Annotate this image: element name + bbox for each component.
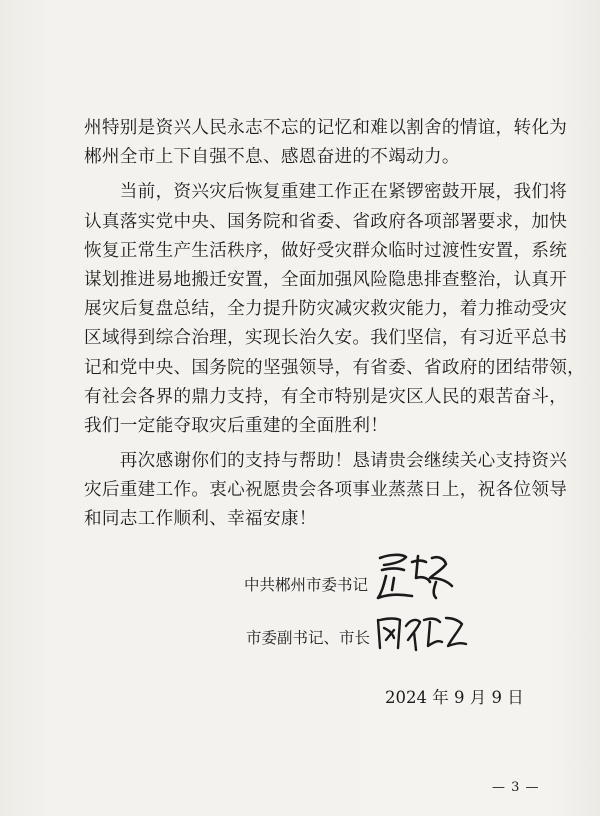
page-number: — 3 — — [492, 780, 540, 795]
body-line: 郴州全市上下自强不息、感恩奋进的不竭动力。 — [84, 147, 460, 168]
body-line: 再次感谢你们的支持与帮助！恳请贵会继续关心支持资兴 — [84, 451, 568, 472]
body-line: 记和党中央、国务院的坚强领导，有省委、省政府的团结带领， — [84, 357, 586, 378]
body-line: 恢复正常生产生活秩序，做好受灾群众临时过渡性安置，系统 — [84, 240, 568, 261]
body-line: 展灾后复盘总结，全力提升防灾减灾救灾能力，着力推动受灾 — [84, 299, 568, 320]
mayor-signature — [374, 608, 470, 656]
body-line: 州特别是资兴人民永志不忘的记忆和难以割舍的情谊，转化为 — [84, 118, 568, 138]
party-secretary-title: 中共郴州市委书记 — [244, 576, 369, 594]
letter-date: 2024 年 9 月 9 日 — [385, 688, 524, 707]
body-line: 当前，资兴灾后恢复重建工作正在紧锣密鼓开展，我们将 — [84, 182, 568, 203]
body-line: 灾后重建工作。衷心祝愿贵会各项事业蒸蒸日上，祝各位领导 — [84, 480, 568, 501]
body-line: 谋划推进易地搬迁安置，全面加强风险隐患排查整治，认真开 — [84, 269, 568, 290]
mayor-title: 市委副书记、市长 — [246, 629, 371, 647]
body-line: 区域得到综合治理，实现长治久安。我们坚信，有习近平总书 — [84, 328, 568, 349]
body-line: 认真落实党中央、国务院和省委、省政府各项部署要求，加快 — [84, 211, 568, 232]
body-line: 有社会各界的鼎力支持，有全市特别是灾区人民的艰苦奋斗， — [84, 386, 568, 407]
party-secretary-signature — [372, 548, 458, 604]
body-line: 我们一定能夺取灾后重建的全面胜利！ — [84, 415, 389, 436]
body-line: 和同志工作顺利、幸福安康！ — [84, 509, 317, 530]
